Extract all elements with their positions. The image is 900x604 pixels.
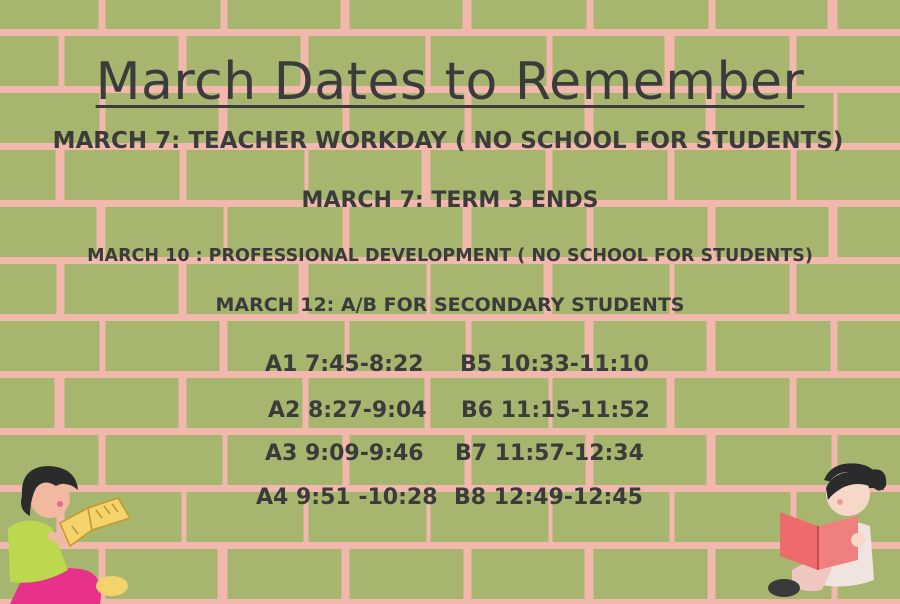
schedule-b8: B8 12:49-12:45 xyxy=(454,485,643,510)
schedule-b5: B5 10:33-11:10 xyxy=(460,352,649,377)
brick xyxy=(65,378,179,428)
brick xyxy=(716,0,828,29)
brick xyxy=(594,549,708,599)
schedule-a2: A2 8:27-9:04 xyxy=(268,398,427,423)
page-title: March Dates to Remember xyxy=(95,52,805,112)
announcement-ab-schedule: MARCH 12: A/B FOR SECONDARY STUDENTS xyxy=(215,294,685,316)
brick xyxy=(0,321,100,371)
schedule-a3: A3 9:09-9:46 xyxy=(265,441,424,466)
schedule-b6: B6 11:15-11:52 xyxy=(461,398,650,423)
brick xyxy=(797,378,900,428)
schedule-a4: A4 9:51 -10:28 xyxy=(256,485,438,510)
brick xyxy=(716,321,831,371)
brick xyxy=(594,0,709,29)
brick xyxy=(838,321,900,371)
brick xyxy=(472,0,587,29)
brick xyxy=(228,549,342,599)
reading-child-right-illustration xyxy=(762,460,892,604)
brick xyxy=(106,321,220,371)
announcement-teacher-workday: MARCH 7: TEACHER WORKDAY ( NO SCHOOL FOR STUDENTS) xyxy=(52,128,844,154)
brick xyxy=(0,378,55,428)
brick xyxy=(0,0,99,29)
brick xyxy=(350,549,464,599)
brick xyxy=(675,378,790,428)
reading-child-left-illustration xyxy=(0,458,140,604)
announcement-term-ends: MARCH 7: TERM 3 ENDS xyxy=(301,188,599,213)
brick xyxy=(472,549,585,599)
announcement-professional-development: MARCH 10 : PROFESSIONAL DEVELOPMENT ( NO SCHOOL FOR STUDENTS) xyxy=(87,246,813,266)
schedule-b7: B7 11:57-12:34 xyxy=(455,441,644,466)
brick xyxy=(106,0,221,29)
brick xyxy=(838,0,900,29)
brick xyxy=(350,0,463,29)
schedule-a1: A1 7:45-8:22 xyxy=(265,352,424,377)
brick xyxy=(228,0,341,29)
